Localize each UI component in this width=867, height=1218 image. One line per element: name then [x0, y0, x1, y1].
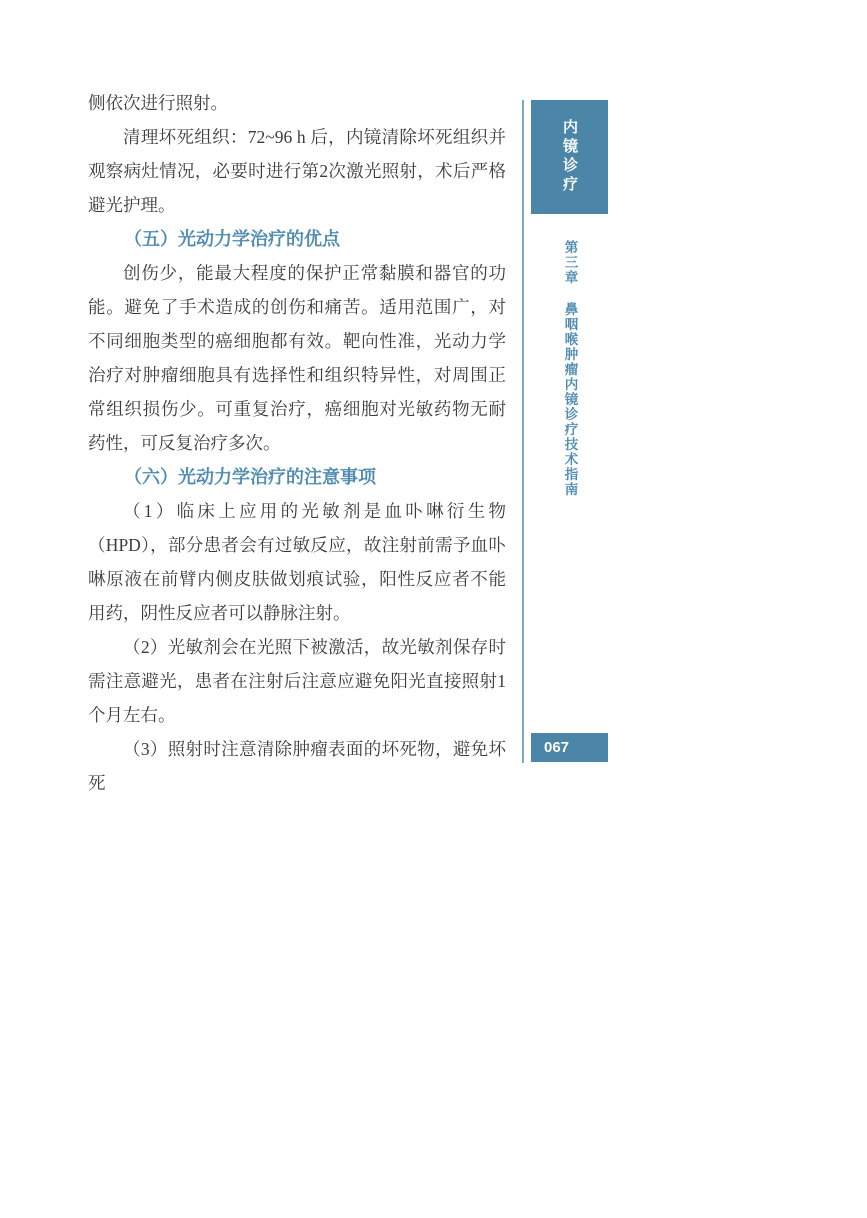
sidebar-divider-line	[522, 100, 524, 763]
section-heading-advantages: （五）光动力学治疗的优点	[124, 229, 340, 249]
body-paragraph: （2）光敏剂会在光照下被激活，故光敏剂保存时需注意避光，患者在注射后注意应避免阳光直接照射1个月左右。	[88, 637, 506, 725]
chapter-title: 鼻咽喉肿瘤内镜诊疗技术指南	[562, 302, 578, 498]
section-heading-precautions: （六）光动力学治疗的注意事项	[124, 467, 376, 487]
chapter-sidebar	[531, 240, 608, 497]
chapter-vertical-text	[560, 240, 580, 497]
page-number-badge	[531, 733, 608, 762]
body-paragraph: （1）临床上应用的光敏剂是血卟啉衍生物（HPD），部分患者会有过敏反应，故注射前需予血卟啉原液在前臂内侧皮肤做划痕试验，阳性反应者不能用药，阴性反应者可以静脉注射。	[88, 501, 506, 623]
section-tab	[531, 100, 608, 214]
body-paragraph: 侧依次进行照射。	[88, 93, 228, 113]
section-tab-label: 内镜诊疗	[561, 119, 578, 195]
page-number: 067	[544, 739, 570, 756]
body-paragraph: （3）照射时注意清除肿瘤表面的坏死物，避免坏死	[88, 739, 506, 793]
chapter-number: 第三章	[562, 240, 578, 285]
main-text-column	[88, 86, 506, 800]
body-paragraph: 创伤少，能最大程度的保护正常黏膜和器官的功能。避免了手术造成的创伤和痛苦。适用范围广，对不同细胞类型的癌细胞都有效。靶向性准，光动力学治疗对肿瘤细胞具有选择性和组织特异性，对周围正常组织损伤少。可重复治疗，癌细胞对光敏药物无耐药性，可反复治疗多次。	[88, 263, 506, 453]
body-paragraph: 清理坏死组织：72~96 h 后，内镜清除坏死组织并观察病灶情况，必要时进行第2次激光照射，术后严格避光护理。	[88, 127, 506, 215]
